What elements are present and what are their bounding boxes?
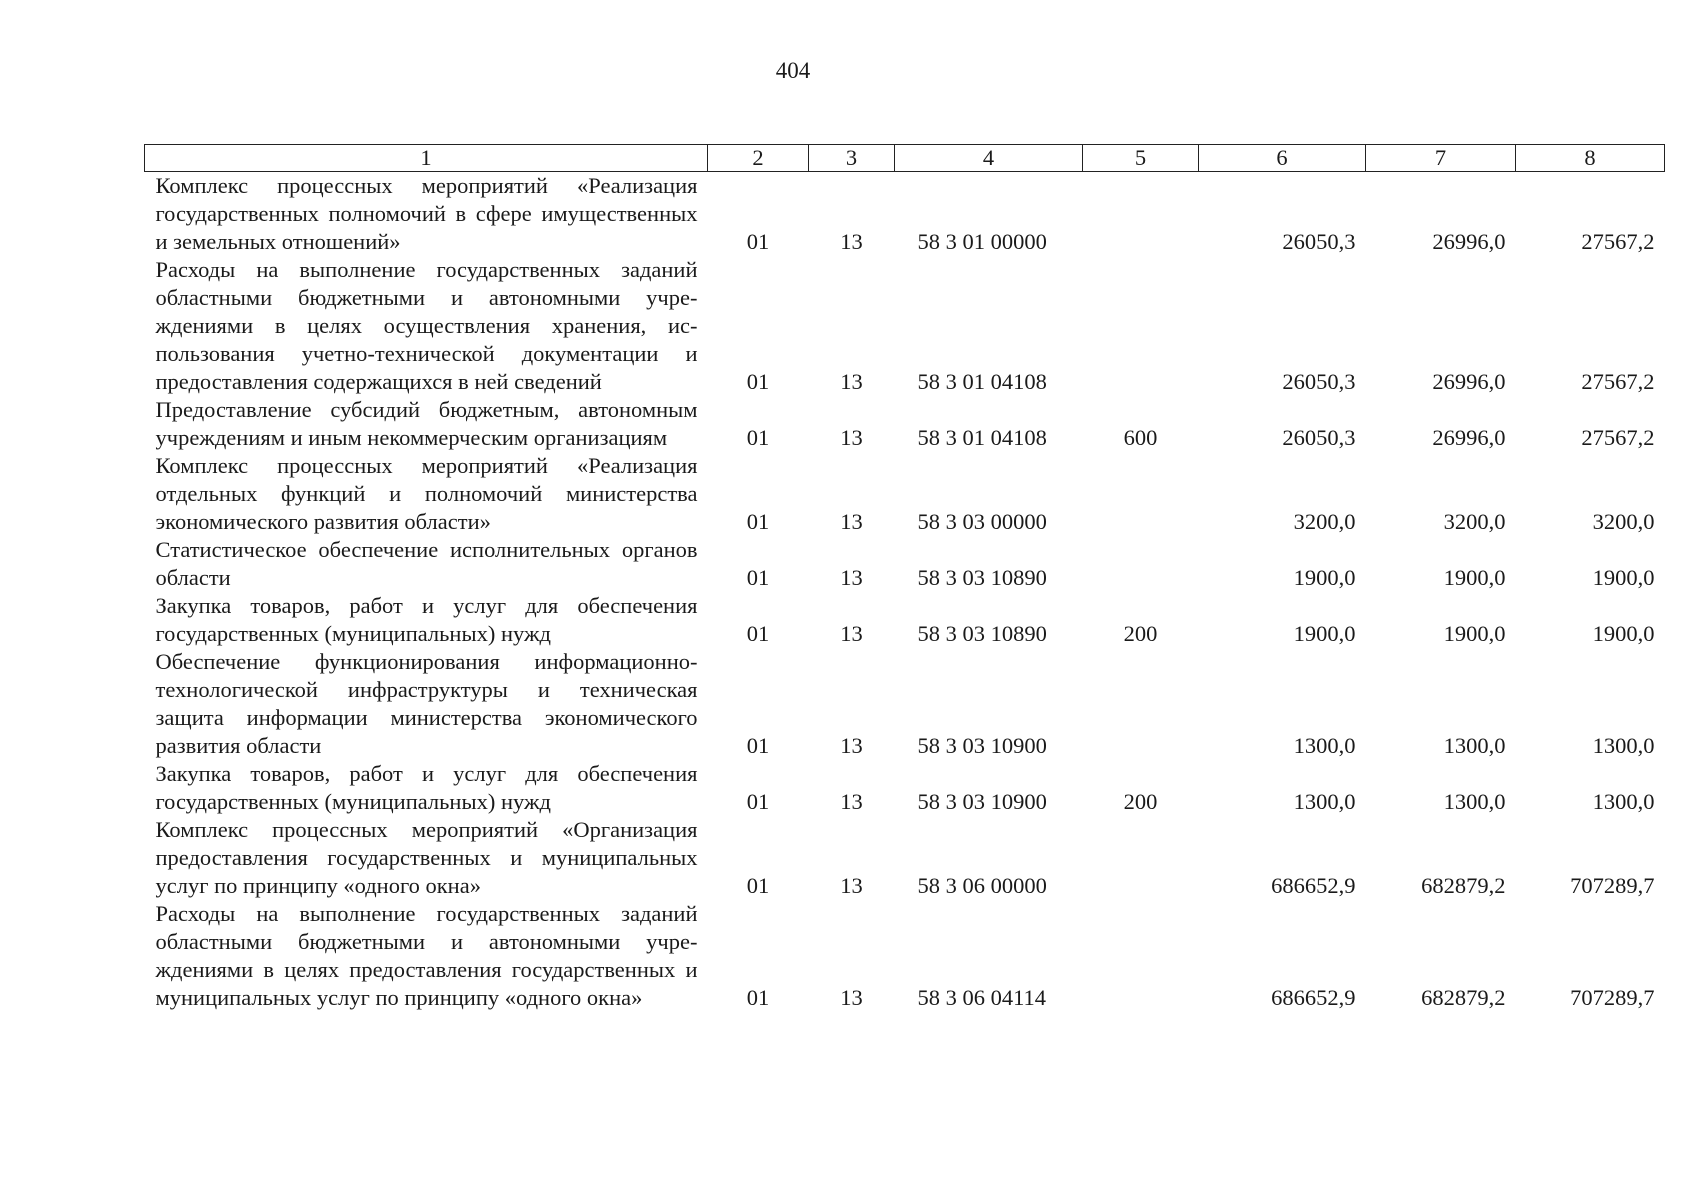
row-target-article-cell: 58 3 03 00000 [917, 509, 1047, 534]
row-amount-year1-cell: 26050,3 [1282, 229, 1356, 254]
row-amount-year1-cell: 1900,0 [1293, 565, 1356, 590]
row-amount-year1-cell: 1300,0 [1293, 789, 1356, 814]
row-expense-type-cell [1083, 452, 1199, 536]
row-target-article-cell: 58 3 03 10900 [917, 733, 1047, 758]
table-row [145, 900, 1665, 1012]
row-target-article-cell: 58 3 03 10890 [917, 565, 1047, 590]
row-amount-year2-cell: 1900,0 [1443, 565, 1506, 590]
row-target-article-cell: 58 3 03 10900 [917, 789, 1047, 814]
row-amount-year2-cell: 26996,0 [1432, 369, 1506, 394]
row-amount-year1-cell: 26050,3 [1282, 369, 1356, 394]
row-subsection-cell: 13 [840, 985, 863, 1010]
row-amount-year2-cell: 26996,0 [1432, 425, 1506, 450]
row-amount-year3-cell: 1300,0 [1592, 733, 1655, 758]
table-row [145, 648, 1665, 760]
row-amount-year2-cell: 1900,0 [1443, 621, 1506, 646]
column-header-1: 1 [145, 145, 708, 172]
row-subsection-cell: 13 [840, 229, 863, 254]
row-expense-type-cell [1083, 536, 1199, 592]
row-section-cell: 01 [746, 509, 770, 534]
row-amount-year2-cell: 26996,0 [1432, 229, 1506, 254]
row-section-cell: 01 [746, 733, 770, 758]
row-amount-year3-cell: 27567,2 [1581, 229, 1655, 254]
row-amount-year3-cell: 1900,0 [1592, 621, 1655, 646]
row-target-article-cell: 58 3 06 00000 [917, 873, 1047, 898]
row-section-cell: 01 [746, 425, 770, 450]
row-subsection-cell: 13 [840, 789, 863, 814]
row-name-cell: Расходы на выполнение государственных заданий областными бюджетными и автономными учреждениями в целях осуществления хранения, использования учетно-технической документации и предоставления содержащихся в ней сведений [155, 257, 698, 394]
row-expense-type-cell [1083, 172, 1199, 257]
column-header-5: 5 [1083, 145, 1199, 172]
table-row [145, 536, 1665, 592]
row-amount-year3-cell: 707289,7 [1570, 985, 1655, 1010]
row-amount-year2-cell: 3200,0 [1443, 509, 1506, 534]
column-header-3: 3 [809, 145, 895, 172]
column-header-4: 4 [895, 145, 1083, 172]
column-header-7: 7 [1366, 145, 1516, 172]
row-amount-year1-cell: 26050,3 [1282, 425, 1356, 450]
row-name-cell: Обеспечение функционирования информационнотехнологической инфраструктуры и техническая защита информации министерства экономического развития области [155, 649, 698, 758]
column-header-2: 2 [708, 145, 809, 172]
row-subsection-cell: 13 [840, 369, 863, 394]
row-section-cell: 01 [746, 873, 770, 898]
row-subsection-cell: 13 [840, 565, 863, 590]
row-amount-year1-cell: 1300,0 [1293, 733, 1356, 758]
row-name-cell: Комплекс процессных мероприятий «Реализация государственных полномочий в сфере имущественных и земельных отношений» [155, 173, 698, 254]
table-row [145, 452, 1665, 536]
row-subsection-cell: 13 [840, 733, 863, 758]
row-name-cell: Расходы на выполнение государственных заданий областными бюджетными и автономными учреждениями в целях предоставления государственных и муниципальных услуг по принципу «одного окна» [155, 901, 698, 1010]
row-amount-year1-cell: 686652,9 [1271, 985, 1356, 1010]
row-target-article-cell: 58 3 03 10890 [917, 621, 1047, 646]
row-amount-year1-cell: 686652,9 [1271, 873, 1356, 898]
row-section-cell: 01 [746, 985, 770, 1010]
row-target-article-cell: 58 3 06 04114 [917, 985, 1047, 1010]
row-section-cell: 01 [746, 621, 770, 646]
row-expense-type-cell [1083, 648, 1199, 760]
row-amount-year3-cell: 27567,2 [1581, 369, 1655, 394]
table-row [145, 816, 1665, 900]
column-header-8: 8 [1516, 145, 1665, 172]
row-expense-type-cell: 200 [1123, 789, 1158, 814]
row-section-cell: 01 [746, 229, 770, 254]
row-name-cell: Закупка товаров, работ и услуг для обеспечения государственных (муниципальных) нужд [155, 593, 698, 646]
table-body [145, 172, 1665, 1013]
row-subsection-cell: 13 [840, 873, 863, 898]
row-amount-year3-cell: 1300,0 [1592, 789, 1655, 814]
table-row [145, 172, 1665, 257]
row-section-cell: 01 [746, 369, 770, 394]
row-amount-year3-cell: 1900,0 [1592, 565, 1655, 590]
row-amount-year2-cell: 682879,2 [1421, 985, 1506, 1010]
row-name-cell: Статистическое обеспечение исполнительных органов области [155, 537, 698, 590]
row-target-article-cell: 58 3 01 04108 [917, 369, 1047, 394]
row-amount-year3-cell: 27567,2 [1581, 425, 1655, 450]
row-expense-type-cell [1083, 900, 1199, 1012]
row-amount-year3-cell: 3200,0 [1592, 509, 1655, 534]
column-header-6: 6 [1199, 145, 1366, 172]
table-row [145, 760, 1665, 816]
table-row [145, 256, 1665, 396]
table-header-row [145, 145, 1665, 172]
table-row [145, 592, 1665, 648]
row-name-cell: Комплекс процессных мероприятий «Организация предоставления государственных и муниципальных услуг по принципу «одного окна» [155, 817, 698, 898]
row-expense-type-cell [1083, 816, 1199, 900]
row-subsection-cell: 13 [840, 621, 863, 646]
row-target-article-cell: 58 3 01 00000 [917, 229, 1047, 254]
row-name-cell: Закупка товаров, работ и услуг для обеспечения государственных (муниципальных) нужд [155, 761, 698, 814]
page-number: 404 [775, 58, 811, 83]
row-amount-year3-cell: 707289,7 [1570, 873, 1655, 898]
row-amount-year2-cell: 1300,0 [1443, 789, 1506, 814]
row-section-cell: 01 [746, 789, 770, 814]
row-subsection-cell: 13 [840, 509, 863, 534]
row-expense-type-cell [1083, 256, 1199, 396]
row-expense-type-cell: 600 [1123, 425, 1158, 450]
row-name-cell: Комплекс процессных мероприятий «Реализация отдельных функций и полномочий министерства экономического развития области» [155, 453, 698, 534]
row-section-cell: 01 [746, 565, 770, 590]
row-amount-year1-cell: 1900,0 [1293, 621, 1356, 646]
budget-table [144, 144, 1665, 1012]
row-expense-type-cell: 200 [1123, 621, 1158, 646]
row-amount-year1-cell: 3200,0 [1293, 509, 1356, 534]
row-subsection-cell: 13 [840, 425, 863, 450]
row-amount-year2-cell: 682879,2 [1421, 873, 1506, 898]
row-name-cell: Предоставление субсидий бюджетным, автономным учреждениям и иным некоммерческим организациям [155, 397, 698, 450]
row-amount-year2-cell: 1300,0 [1443, 733, 1506, 758]
row-target-article-cell: 58 3 01 04108 [917, 425, 1047, 450]
table-row [145, 396, 1665, 452]
